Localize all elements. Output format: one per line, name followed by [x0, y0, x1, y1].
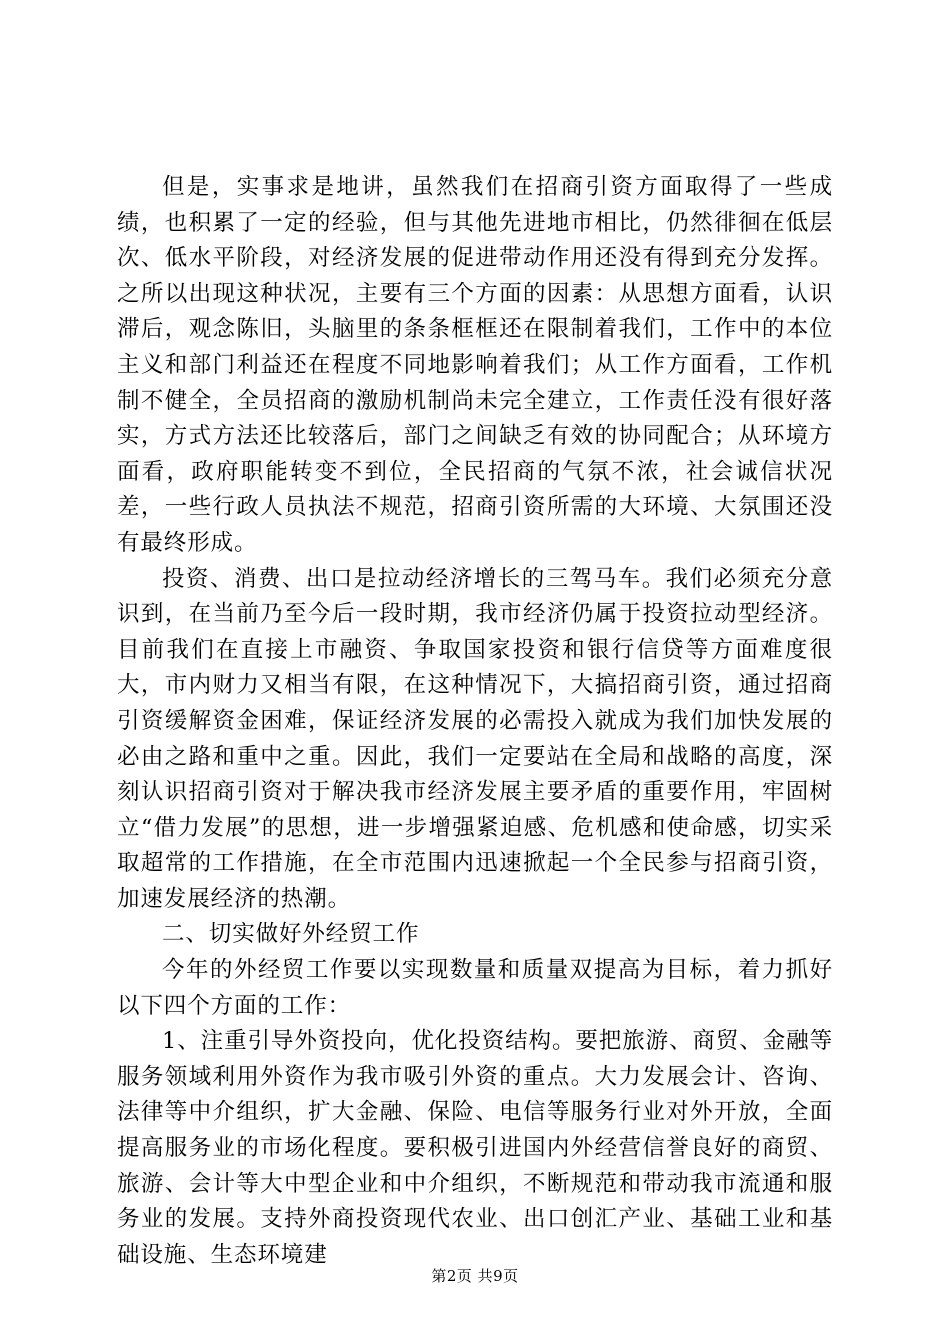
section-heading: 二、切实做好外经贸工作 [162, 921, 420, 948]
paragraph-2: 投资、消费、出口是拉动经济增长的三驾马车。我们必须充分意识到，在当前乃至今后一段时期，我市经济仍属于投资拉动型经济。目前我们在直接上市融资、争取国家投资和银行信贷等方面难度很大，市内财力又相当有限，在这种情况下，大搞招商引资，通过招商引资缓解资金困难，保证经济发展的必需投入就成为我们加快发展的必由之路和重中之重。因此，我们一定要站在全局和战略的高度，深刻认识招商引资对于解决我市经济发展主要矛盾的重要作用，牢固树立“借力发展”的思想，进一步增强紧迫感、危机感和使命感，切实采取超常的工作措施，在全市范围内迅速掀起一个全民参与招商引资，加速发展经济的热潮。 [117, 565, 833, 912]
paragraph-4: 1、注重引导外资投向，优化投资结构。要把旅游、商贸、金融等服务领域利用外资作为我市吸引外资的重点。大力发展会计、咨询、法律等中介组织，扩大金融、保险、电信等服务行业对外开放，全面提高服务业的市场化程度。要积极引进国内外经营信誉良好的商贸、旅游、会计等大中型企业和中介组织，不断规范和带动我市流通和服务业的发展。支持外商投资现代农业、出口创汇产业、基础工业和基础设施、生态环境建 [117, 1028, 833, 1268]
page-footer: 第2页 共9页 [431, 1267, 519, 1285]
paragraph-3: 今年的外经贸工作要以实现数量和质量双提高为目标，着力抓好以下四个方面的工作： [117, 957, 833, 1019]
document-body [117, 170, 833, 1273]
paragraph-1: 但是，实事求是地讲，虽然我们在招商引资方面取得了一些成绩，也积累了一定的经验，但与其他先进地市相比，仍然徘徊在低层次、低水平阶段，对经济发展的促进带动作用还没有得到充分发挥。之所以出现这种状况，主要有三个方面的因素：从思想方面看，认识滞后，观念陈旧，头脑里的条条框框还在限制着我们，工作中的本位主义和部门利益还在程度不同地影响着我们；从工作方面看，工作机制不健全，全员招商的激励机制尚未完全建立，工作责任没有很好落实，方式方法还比较落后，部门之间缺乏有效的协同配合；从环境方面看，政府职能转变不到位，全民招商的气氛不浓，社会诚信状况差，一些行政人员执法不规范，招商引资所需的大环境、大氛围还没有最终形成。 [117, 174, 833, 556]
